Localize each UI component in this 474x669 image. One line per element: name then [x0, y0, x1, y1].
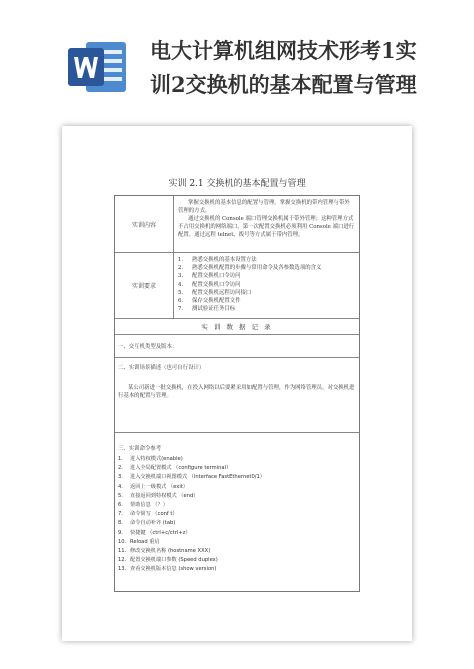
list-item: 13. 查看交换机版本信息 (show version)	[118, 566, 217, 573]
list-item: 7. 命令简写 （conf t）	[118, 511, 178, 518]
list-item: 1. 进入特权模式(enable)	[118, 456, 183, 462]
list-item: 11. 修改交换机名称 (hostname XXX)	[118, 548, 211, 555]
requirements-text	[174, 253, 359, 318]
list-item: 12. 配置交换机端口参数 (Speed duplex)	[118, 557, 218, 564]
document-title: 实训 2.1 交换机的基本配置与管理	[168, 179, 306, 189]
list-item: 7. 测试验证任务目标	[178, 306, 236, 313]
section-3-row	[115, 433, 359, 591]
section-2-heading: 二、实训场景描述（也可自行设计）	[118, 365, 205, 371]
requirements-row	[115, 253, 359, 319]
list-item: 6. 保存交换机配置文件	[178, 298, 241, 305]
list-item: 2. 进入全局配置模式 （configure terminal）	[118, 465, 232, 472]
list-item: 5. 配置交换机远程访问接口	[178, 289, 252, 296]
document-page	[62, 126, 412, 641]
content-line-2: 通过交换机的 Console 端口管理交换机属于带外管理；这种管理方式不占用交换机的网络端口，第一次配置交换机必须利用 Console 端口进行配置。通过远程 telnet、拨号等方式属于带内管理。	[178, 216, 355, 238]
list-item: 6. 帮助信息 （？）	[118, 502, 168, 509]
content-row	[115, 196, 359, 253]
document-table	[114, 195, 360, 592]
section-3-heading: 三、实训命令参考	[118, 446, 162, 452]
requirements-label: 实训要求	[115, 253, 174, 318]
list-item: 10. Reload 重启	[118, 538, 160, 545]
section-1-row	[115, 335, 359, 358]
header	[0, 0, 474, 118]
list-item: 3. 进入交换机端口视图模式 （interface FastEthernet0/1）	[118, 474, 265, 481]
list-item: 5. 直接返回到特权模式 （end）	[118, 492, 199, 499]
list-item: 3. 配置交换机口令访问	[178, 273, 241, 280]
requirements-list	[178, 256, 355, 313]
content-line-1: 掌握交换机的基本信息的配置与管理。掌握交换机的带内管理与带外管理的方式。	[178, 200, 350, 214]
content-label: 实训内容	[115, 196, 174, 252]
section-2-row	[115, 358, 359, 433]
page-title	[150, 34, 468, 102]
title-line-1: 电大计算机组网技术形考1实	[150, 38, 417, 63]
list-item: 8. 命令自动补齐 (tab)	[118, 520, 176, 527]
title-line-2: 训2交换机的基本配置与管理	[150, 72, 417, 97]
scenario-text: 某公司新进一批交换机，在投入网络以后要紧采用如配置与管理，作为网络管理员，对交换机进行基本的配置与管理。	[118, 385, 355, 399]
list-item: 1. 熟悉交换机的基本设置方法	[178, 257, 257, 263]
list-item: 9. 快捷键 （ctrl+c/ctrl+z）	[118, 529, 191, 536]
microsoft-word-icon	[66, 36, 128, 98]
section-1-heading: 一、交互机类型及版本：	[118, 344, 178, 350]
records-header: 实 训 数 据 记 录	[115, 319, 359, 335]
commands-list	[115, 455, 359, 575]
list-item: 2. 熟悉交换机配置的步骤与常用命令及各参数选项的含义	[178, 265, 322, 272]
list-item: 4. 配置交换机口令访问	[178, 281, 241, 288]
list-item: 4. 返回上一级模式 （exit）	[118, 483, 188, 490]
content-text	[174, 196, 359, 252]
